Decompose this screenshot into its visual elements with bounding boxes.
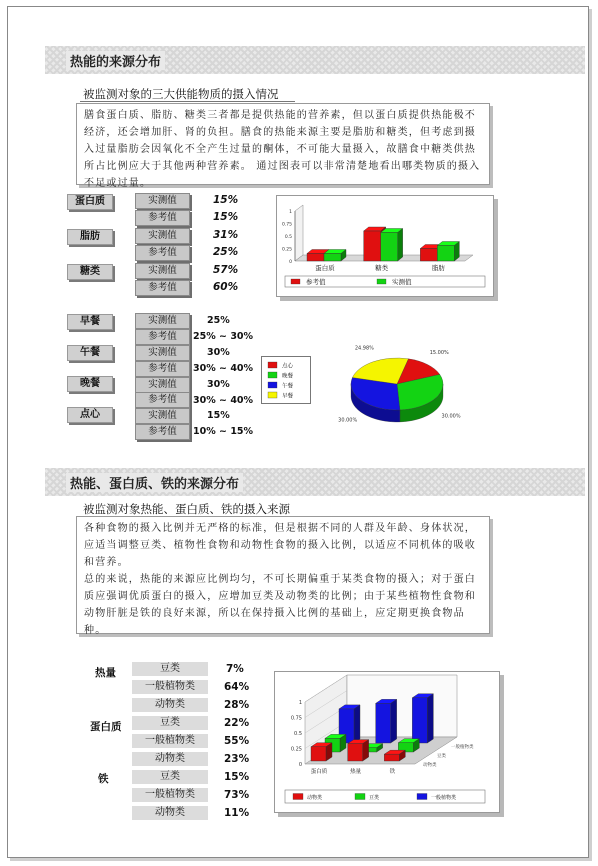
bar-动物类 (384, 754, 399, 761)
nutrient-protein-button[interactable]: 蛋白质 (67, 194, 113, 210)
food-pct: 7% (226, 663, 244, 675)
food-pct: 64% (224, 681, 250, 693)
reference-value: 30% ~ 40% (193, 363, 254, 374)
y-tick-label: 1 (298, 700, 302, 706)
x-tick-label: 脂肪 (431, 264, 445, 272)
pie-slice-label: 15.00% (429, 349, 449, 356)
bar-一般植物类-side (354, 705, 360, 743)
legend-label: 早餐 (282, 393, 294, 400)
measured-label: 实测值 (135, 345, 190, 361)
x-tick-label: 热量 (350, 769, 362, 775)
x-tick-label: 糖类 (375, 264, 389, 272)
measured-label: 实测值 (135, 193, 190, 209)
y-tick-label: 0.75 (290, 715, 302, 722)
measured-value: 30% (207, 379, 230, 390)
legend-swatch (291, 279, 300, 284)
reference-label: 参考值 (135, 361, 190, 377)
food-pct: 28% (224, 699, 250, 711)
nutrient-bar-chart-panel (276, 195, 494, 297)
y-tick-label: 0.25 (281, 247, 292, 253)
legend-label: 点心 (282, 363, 294, 370)
food-type-box: 一般植物类 (132, 680, 208, 694)
bar-动物类 (348, 744, 363, 761)
measured-value: 15% (207, 410, 230, 421)
food-type-box: 动物类 (132, 806, 208, 820)
y-tick-label: 1 (289, 210, 292, 215)
group-label-heat: 热量 (95, 667, 116, 679)
nutrient-fat-button[interactable]: 脂肪 (67, 229, 113, 245)
bar-一般植物类-side (391, 699, 397, 743)
section-title: 热能的来源分布 (66, 51, 165, 70)
intro-text: 膳食蛋白质、脂肪、糖类三者都是提供热能的营养素，但以蛋白质提供热能极不经济，还会增加肝、肾的负担。膳食的热能来源主要是脂肪和糖类，但考虑到摄入过量脂肪会因氧化不全产生过量的酮体，不可能大量摄入，故膳食中糖类供热所占比例应大于其他两种营养素。 通过图表可以非常清楚地看出哪类物质的摄入不足或过量。 (84, 110, 481, 189)
measured-label: 实测值 (135, 408, 190, 424)
legend-label: 午餐 (282, 383, 294, 390)
reference-label: 参考值 (135, 329, 190, 345)
food-pct: 22% (224, 717, 250, 729)
nutrient-bar-chart (277, 196, 493, 296)
intro-text-box (76, 103, 490, 189)
legend-label: 动物类 (307, 795, 323, 801)
reference-label: 参考值 (135, 210, 190, 226)
legend-swatch (268, 382, 277, 388)
reference-value: 10% ~ 15% (193, 426, 254, 437)
food-type-box: 豆类 (132, 662, 208, 676)
bar-实测值 (381, 233, 398, 262)
bar-参考值 (420, 249, 437, 262)
bar-动物类-side (363, 740, 369, 761)
food-type-box: 豆类 (132, 770, 208, 784)
source-bar-chart (275, 672, 499, 812)
analysis-text-1: 各种食物的摄入比例并无严格的标准，但是根据不同的人群及年龄、身体状况，应适当调整豆类、植物性食物和动物性食物的摄入比例，以适应不同机体的吸收和营养。 (84, 523, 476, 568)
group-label-iron: 铁 (98, 773, 109, 785)
food-type-box: 豆类 (132, 716, 208, 730)
measured-value: 30% (207, 347, 230, 358)
x-tick-label: 蛋白质 (315, 264, 335, 272)
y-tick-label: 0.75 (281, 222, 292, 228)
bar-动物类 (311, 747, 326, 761)
food-type-box: 动物类 (132, 752, 208, 766)
reference-value: 25% ~ 30% (193, 331, 254, 342)
bar-一般植物类 (376, 703, 391, 743)
legend-swatch (268, 372, 277, 378)
meal-lunch-button[interactable]: 午餐 (67, 345, 113, 361)
subtitle-underline (80, 101, 295, 102)
legend-swatch (377, 279, 386, 284)
nutrient-sugar-button[interactable]: 糖类 (67, 264, 113, 280)
measured-label: 实测值 (135, 377, 190, 393)
legend-label: 一般植物类 (431, 795, 457, 801)
y-tick-label: 0.5 (284, 235, 292, 240)
bar-一般植物类 (412, 698, 427, 743)
meal-pie-legend (261, 356, 311, 404)
y-tick-label: 0 (289, 260, 292, 265)
food-type-box: 一般植物类 (132, 734, 208, 748)
reference-value: 30% ~ 40% (193, 395, 254, 406)
food-type-box: 动物类 (132, 698, 208, 712)
measured-value: 15% (213, 194, 239, 206)
reference-label: 参考值 (135, 280, 190, 296)
legend-swatch (268, 392, 277, 398)
series-depth-label: 动物类 (423, 763, 437, 768)
x-tick-label: 铁 (389, 769, 396, 775)
y-tick-label: 0.25 (290, 746, 302, 753)
y-tick-label: 0 (298, 762, 302, 768)
pie-slice-label: 30.00% (338, 417, 358, 424)
legend-swatch (268, 362, 277, 368)
bar-实测值 (437, 246, 454, 262)
food-pct: 55% (224, 735, 250, 747)
measured-value: 57% (213, 264, 239, 276)
reference-label: 参考值 (135, 245, 190, 261)
meal-pie-chart (325, 334, 485, 444)
legend-swatch (417, 794, 427, 800)
section-subtitle: 被监测对象热能、蛋白质、铁的摄入来源 (83, 502, 290, 516)
reference-value: 15% (213, 211, 239, 223)
bar-参考值 (307, 254, 324, 262)
pie-slice-label: 30.00% (441, 413, 461, 420)
group-label-protein: 蛋白质 (90, 721, 122, 733)
meal-pie-legend-svg (262, 357, 310, 403)
legend-label: 豆类 (369, 795, 380, 801)
food-pct: 23% (224, 753, 250, 765)
reference-value: 25% (213, 246, 239, 258)
reference-value: 60% (213, 281, 239, 293)
measured-label: 实测值 (135, 228, 190, 244)
chart-back-wall (347, 675, 457, 737)
legend-swatch (293, 794, 303, 800)
bar-实测值 (324, 254, 341, 262)
food-pct: 11% (224, 807, 250, 819)
pie-slice-label: 24.98% (354, 345, 374, 352)
legend-swatch (355, 794, 365, 800)
meal-breakfast-button[interactable]: 早餐 (67, 314, 113, 330)
measured-value: 25% (207, 315, 230, 326)
measured-label: 实测值 (135, 263, 190, 279)
meal-dinner-button[interactable]: 晚餐 (67, 376, 113, 392)
measured-value: 31% (213, 229, 239, 241)
bar-实测值-side (398, 229, 403, 262)
source-bar-chart-panel (274, 671, 500, 813)
series-depth-label: 一般植物类 (451, 745, 474, 750)
food-pct: 73% (224, 789, 250, 801)
measured-label: 实测值 (135, 313, 190, 329)
legend-label: 晚餐 (282, 373, 294, 380)
analysis-text-2: 总的来说，热能的来源应比例均匀，不可长期偏重于某类食物的摄入；对于蛋白质应强调优质蛋白的摄入，应增加豆类及动物类的比例；由于某些植物性食物和动物肝脏是铁的良好来源，所以在保持摄入比例的基础上，应定期更换食物品种。 (84, 574, 476, 636)
chart-side-wall (295, 205, 303, 261)
legend-label: 参考值 (306, 278, 326, 286)
section-title: 热能、蛋白质、铁的来源分布 (66, 473, 243, 492)
reference-label: 参考值 (135, 424, 190, 440)
x-tick-label: 蛋白质 (310, 769, 328, 775)
food-type-box: 一般植物类 (132, 788, 208, 802)
section-subtitle: 被监测对象的三大供能物质的摄入情况 (83, 87, 279, 101)
food-pct: 15% (224, 771, 250, 783)
analysis-text-box (76, 516, 490, 634)
meal-snack-button[interactable]: 点心 (67, 407, 113, 423)
bar-一般植物类-side (427, 694, 433, 743)
bar-参考值 (364, 231, 381, 261)
series-depth-label: 豆类 (437, 754, 446, 759)
legend-label: 实测值 (392, 278, 412, 286)
reference-label: 参考值 (135, 392, 190, 408)
y-tick-label: 0.5 (294, 731, 302, 737)
